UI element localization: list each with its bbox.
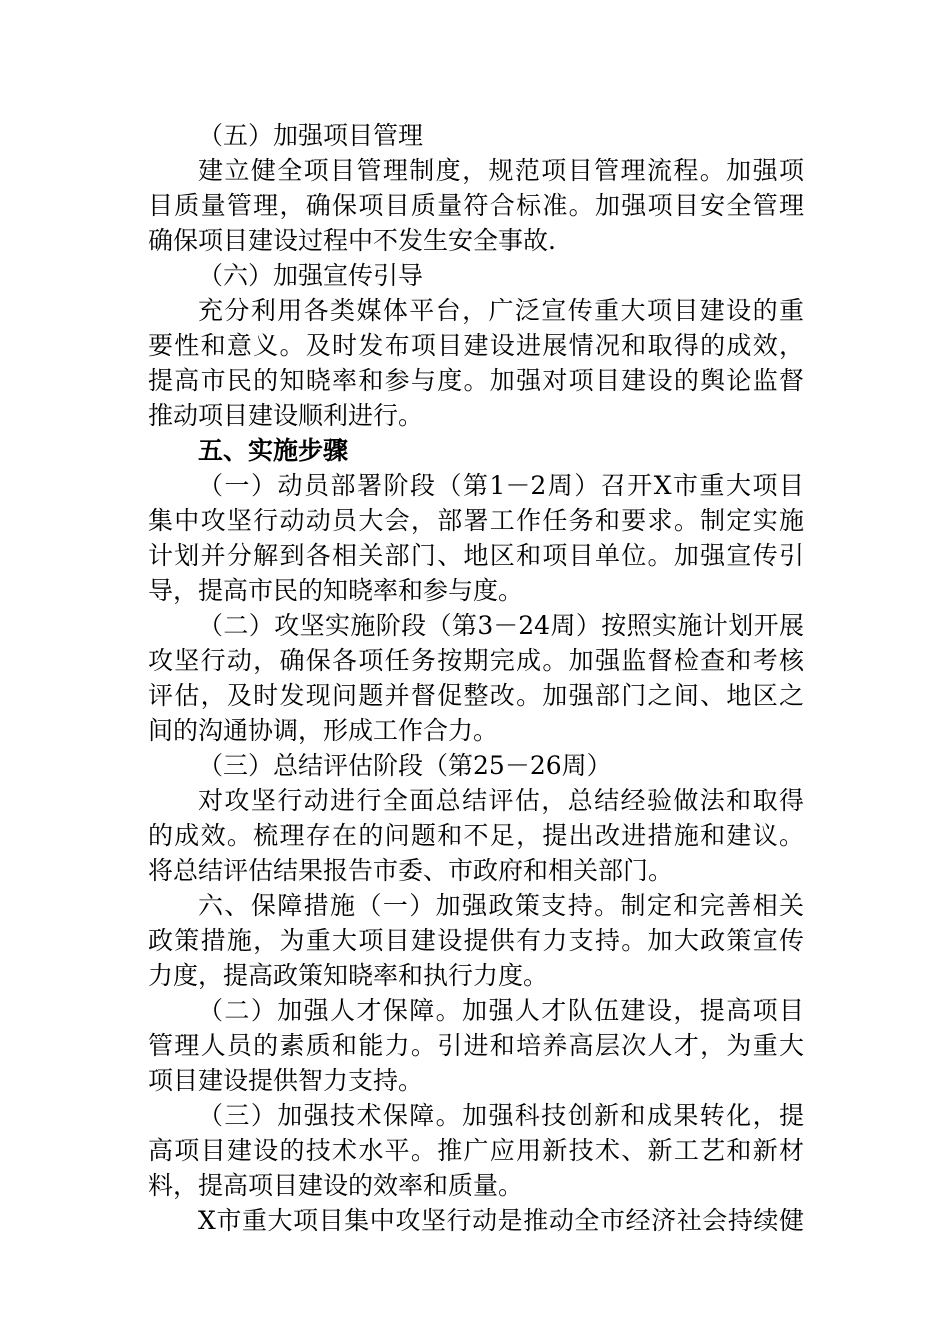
body-text-line: （二）攻坚实施阶段（第3－24周）按照实施计划开展 [198, 611, 804, 640]
body-text-line: 料，提高项目建设的效率和质量。 [148, 1171, 524, 1200]
section-heading-implementation-steps: 五、实施步骤 [198, 436, 349, 465]
subheading-strengthen-project-management: （五）加强项目管理 [198, 121, 424, 150]
body-text-line: 项目建设提供智力支持。 [148, 1066, 424, 1095]
subheading-strengthen-publicity: （六）加强宣传引导 [198, 261, 424, 290]
body-text-line: 确保项目建设过程中不发生安全事故. [148, 226, 556, 255]
body-text-line: 管理人员的素质和能力。引进和培养高层次人才，为重大 [148, 1031, 804, 1060]
body-text-line: X市重大项目集中攻坚行动是推动全市经济社会持续健 [198, 1206, 804, 1235]
body-text-line: 目质量管理，确保项目质量符合标准。加强项目安全管理 [148, 191, 804, 220]
body-text-line: （三）加强技术保障。加强科技创新和成果转化，提 [198, 1101, 804, 1130]
body-text-line: 将总结评估结果报告市委、市政府和相关部门。 [148, 856, 674, 885]
body-text-line: 推动项目建设顺利进行。 [148, 401, 424, 430]
body-text-line: 集中攻坚行动动员大会，部署工作任务和要求。制定实施 [148, 506, 804, 535]
body-text-line: 高项目建设的技术水平。推广应用新技术、新工艺和新材 [148, 1136, 804, 1165]
body-text-line: 建立健全项目管理制度，规范项目管理流程。加强项 [198, 156, 804, 185]
subheading-summary-evaluation: （三）总结评估阶段（第25－26周） [198, 751, 612, 780]
body-text-line: 对攻坚行动进行全面总结评估，总结经验做法和取得 [198, 786, 804, 815]
body-text-line: 评估，及时发现问题并督促整改。加强部门之间、地区之 [148, 681, 804, 710]
body-text-line: 力度，提高政策知晓率和执行力度。 [148, 961, 549, 990]
body-text-line: 攻坚行动，确保各项任务按期完成。加强监督检查和考核 [148, 646, 804, 675]
body-text-line: 六、保障措施（一）加强政策支持。制定和完善相关 [198, 891, 804, 920]
body-text-line: 要性和意义。及时发布项目建设进展情况和取得的成效， [148, 331, 804, 360]
body-text-line: 政策措施，为重大项目建设提供有力支持。加大政策宣传 [148, 926, 804, 955]
body-text-line: （二）加强人才保障。加强人才队伍建设，提高项目 [198, 996, 804, 1025]
body-text-line: 导，提高市民的知晓率和参与度。 [148, 576, 524, 605]
body-text-line: 充分利用各类媒体平台，广泛宣传重大项目建设的重 [198, 296, 804, 325]
body-text-line: 提高市民的知晓率和参与度。加强对项目建设的舆论监督 [148, 366, 804, 395]
body-text-line: （一）动员部署阶段（第1－2周）召开X市重大项目 [198, 471, 804, 500]
body-text-line: 间的沟通协调，形成工作合力。 [148, 716, 499, 745]
body-text-line: 计划并分解到各相关部门、地区和项目单位。加强宣传引 [148, 541, 804, 570]
body-text-line: 的成效。梳理存在的问题和不足，提出改进措施和建议。 [148, 821, 804, 850]
